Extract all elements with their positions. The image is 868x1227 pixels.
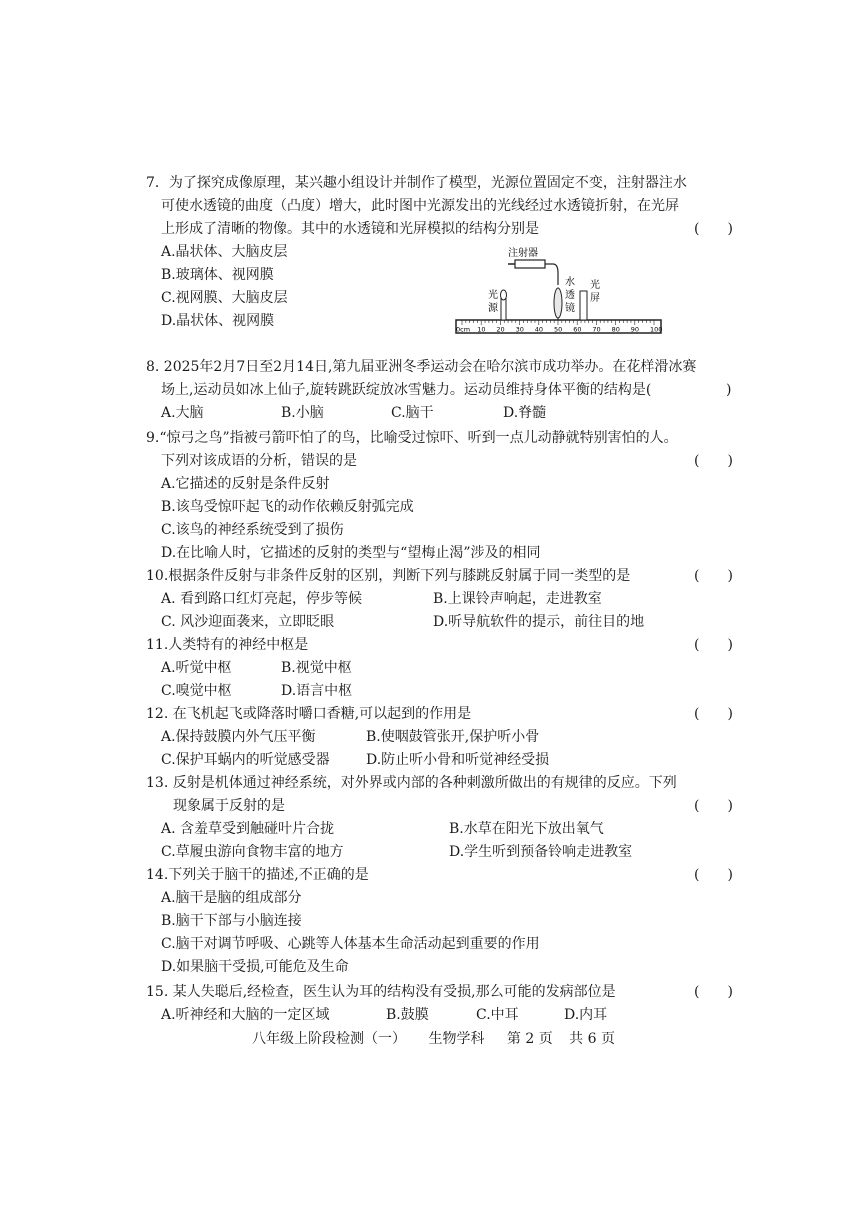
- water-lens-label-1: 水: [565, 277, 575, 288]
- ruler-label: 80: [611, 325, 620, 334]
- option-a: A.听觉中枢: [161, 660, 232, 676]
- syringe-tube: [553, 264, 558, 285]
- optics-bench-diagram: [450, 243, 665, 338]
- question-text: 上形成了清晰的物像。其中的水透镜和光屏模拟的结构分别是: [161, 221, 539, 237]
- option-c: C.中耳: [476, 1007, 519, 1023]
- question-text: 现象属于反射的是: [173, 798, 285, 814]
- question-text: 7．为了探究成像原理，某兴趣小组设计并制作了模型，光源位置固定不变，注射器注水: [146, 175, 687, 191]
- question-text: 11.人类特有的神经中枢是: [146, 637, 309, 653]
- light-source-flame: [501, 290, 507, 300]
- option-d: D.内耳: [564, 1007, 608, 1023]
- footer-subject: 生物学科: [428, 1031, 485, 1047]
- option-d: D.防止听小骨和听觉神经受损: [366, 752, 550, 768]
- option-d: D.听导航软件的提示，前往目的地: [433, 614, 645, 630]
- ruler-label: 50: [554, 325, 563, 334]
- option-d: D.在比喻人时，它描述的反射的类型与“望梅止渴”涉及的相同: [161, 545, 541, 561]
- question-text: 8. 2025年2月7日至2月14日,第九届亚洲冬季运动会在哈尔滨市成功举办。在花样滑冰赛: [146, 359, 697, 375]
- question-text: 12. 在飞机起飞或降落时嚼口香糖,可以起到的作用是: [146, 706, 472, 722]
- option-a: A.保持鼓膜内外气压平衡: [161, 729, 316, 745]
- option-b: B.水草在阳光下放出氧气: [449, 821, 604, 837]
- screen-label-1: 光: [590, 280, 600, 291]
- light-source: [501, 298, 506, 320]
- light-screen: [580, 291, 587, 320]
- option-d: D.学生听到预备铃响走进教室: [449, 844, 633, 860]
- ruler-label: 90: [630, 325, 640, 334]
- question-text: 14.下列关于脑干的描述,不正确的是: [146, 867, 369, 883]
- page-footer: [252, 1028, 633, 1050]
- option-a: A.晶状体、大脑皮层: [161, 244, 288, 260]
- light-source-label-1: 光: [488, 290, 498, 301]
- option-c: C.脑干: [391, 405, 434, 421]
- option-a: A.听神经和大脑的一定区域: [161, 1007, 330, 1023]
- option-c: C.脑干对调节呼吸、心跳等人体基本生命活动起到重要的作用: [161, 936, 540, 952]
- option-b: B.脑干下部与小脑连接: [161, 913, 302, 929]
- option-a: A.脑干是脑的组成部分: [161, 890, 302, 906]
- option-c: C. 风沙迎面袭来，立即眨眼: [161, 614, 335, 630]
- option-b: B.玻璃体、视网膜: [161, 267, 274, 283]
- option-d: D.如果脑干受损,可能危及生命: [161, 959, 349, 975]
- screen-label-2: 屏: [590, 293, 600, 304]
- option-a: A. 看到路口红灯亮起，停步等候: [161, 591, 363, 607]
- water-lens: [554, 288, 562, 318]
- answer-paren: ( ): [694, 637, 733, 653]
- answer-paren: ( ): [694, 706, 733, 722]
- option-b: B.使咽鼓管张开,保护听小骨: [366, 729, 540, 745]
- optics-bench-svg: [450, 243, 665, 338]
- option-c: C.草履虫游向食物丰富的地方: [161, 844, 344, 860]
- option-a: A.它描述的反射是条件反射: [161, 476, 330, 492]
- option-c: C.嗅觉中枢: [161, 683, 232, 699]
- option-d: D.语言中枢: [281, 683, 353, 699]
- question-text: 9.“惊弓之鸟”指被弓箭吓怕了的鸟，比喻受过惊吓、听到一点儿动静就特别害怕的人。: [146, 430, 678, 446]
- ruler-label: 40: [534, 325, 544, 334]
- question-text: 15. 某人失聪后,经检查，医生认为耳的结构没有受损,那么可能的发病部位是: [146, 984, 616, 1000]
- syringe-barrel: [515, 260, 545, 268]
- answer-paren: ( ): [694, 453, 733, 469]
- option-d: D.脊髓: [503, 405, 547, 421]
- option-c: C.保护耳蜗内的听觉感受器: [161, 752, 330, 768]
- option-d: D.晶状体、视网膜: [161, 313, 275, 329]
- answer-paren: ( ): [694, 984, 733, 1000]
- question-text: 可使水透镜的曲度（凸度）增大，此时图中光源发出的光线经过水透镜折射，在光屏: [161, 198, 679, 214]
- option-b: B.上课铃声响起，走进教室: [433, 591, 602, 607]
- option-b: B.视觉中枢: [281, 660, 352, 676]
- footer-page: 第 2 页: [506, 1031, 553, 1047]
- question-text: 13. 反射是机体通过神经系统，对外界或内部的各种刺激所做出的有规律的反应。下列: [146, 775, 677, 791]
- answer-paren: ( ): [694, 221, 733, 237]
- answer-paren: ( ): [694, 798, 733, 814]
- footer-grade: 八年级上阶段检测（一）: [252, 1031, 406, 1047]
- ruler-label: 0cm: [456, 325, 471, 334]
- option-b: B.鼓膜: [386, 1007, 429, 1023]
- water-lens-label-3: 镜: [565, 303, 575, 314]
- water-lens-label-2: 透: [565, 290, 575, 301]
- question-text: 场上,运动员如冰上仙子,旋转跳跃绽放冰雪魅力。运动员维持身体平衡的结构是(: [161, 382, 652, 398]
- option-a: A. 含羞草受到触碰叶片合拢: [161, 821, 335, 837]
- footer-total: 共 6 页: [569, 1031, 615, 1047]
- option-b: B.该鸟受惊吓起飞的动作依赖反射弧完成: [161, 499, 414, 515]
- question-text: 10.根据条件反射与非条件反射的区别，判断下列与膝跳反射属于同一类型的是: [146, 568, 631, 584]
- question-text: 下列对该成语的分析，错误的是: [161, 453, 357, 469]
- answer-paren: ( ): [694, 867, 733, 883]
- ruler-label: 20: [496, 325, 505, 334]
- syringe-label: 注射器: [508, 248, 538, 259]
- option-b: B.小脑: [281, 405, 324, 421]
- ruler-label: 70: [592, 325, 601, 334]
- answer-paren: ): [726, 382, 732, 398]
- option-c: C.该鸟的神经系统受到了损伤: [161, 522, 344, 538]
- light-source-label-2: 源: [488, 303, 498, 314]
- ruler-label: 60: [573, 325, 582, 334]
- answer-paren: ( ): [694, 568, 733, 584]
- option-a: A.大脑: [161, 405, 204, 421]
- ruler-label: 10: [477, 325, 486, 334]
- option-c: C.视网膜、大脑皮层: [161, 290, 288, 306]
- ruler-label: 30: [515, 325, 524, 334]
- ruler-label: 100: [650, 325, 663, 334]
